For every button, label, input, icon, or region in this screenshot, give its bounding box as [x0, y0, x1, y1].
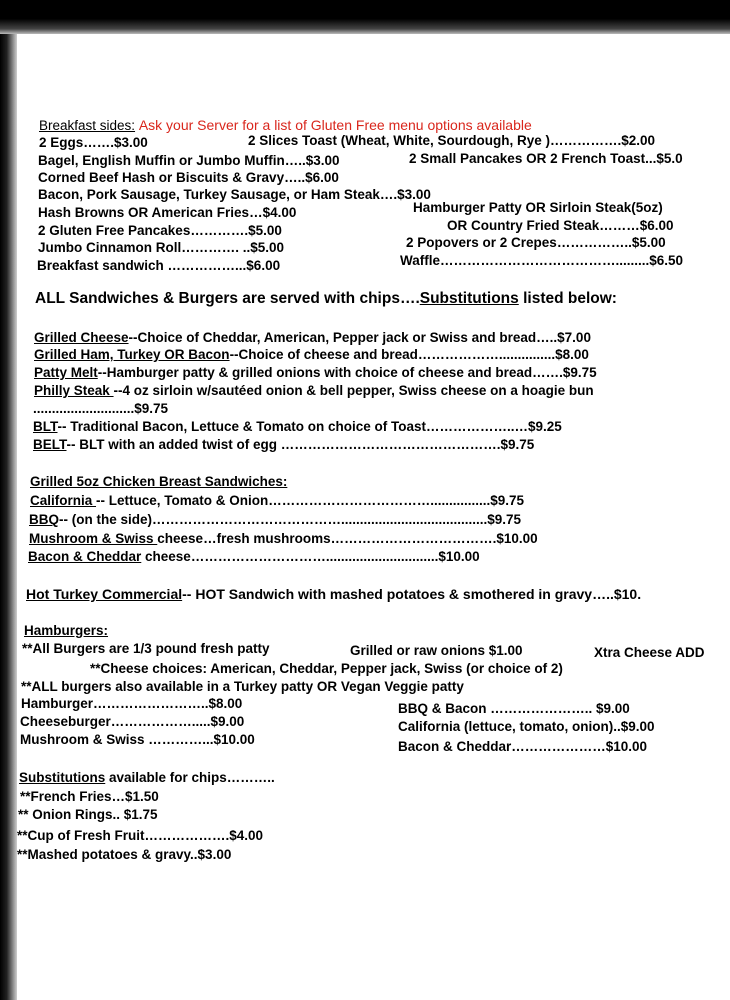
chicken-title: Grilled 5oz Chicken Breast Sandwiches:: [30, 474, 288, 489]
item-desc: -- BLT with an added twist of egg ………………………………………….$9.75: [66, 437, 535, 452]
item-desc: -- (on the side)…………………………………….......................................$9.75: [59, 512, 522, 527]
menu-line: **Mashed potatoes & gravy..$3.00: [17, 847, 232, 862]
hot-turkey-item: [26, 586, 641, 602]
menu-item: [29, 531, 538, 547]
item-name: Hot Turkey Commercial: [26, 586, 183, 602]
sandwiches-header-rest: listed below:: [518, 290, 617, 307]
substitutions-link-text: Substitutions: [419, 290, 519, 307]
menu-line: California (lettuce, tomato, onion)..$9.00: [398, 719, 655, 734]
burger-note: Grilled or raw onions $1.00: [350, 643, 523, 658]
menu-line: **French Fries…$1.50: [20, 789, 159, 804]
item-name: California: [30, 493, 97, 508]
item-name: BBQ: [29, 512, 59, 527]
item-name: Grilled Ham, Turkey OR Bacon: [34, 347, 230, 362]
menu-line: Waffle………………………………….........$6.50: [400, 253, 684, 268]
substitutions-title: [19, 770, 275, 786]
menu-line: Bacon, Pork Sausage, Turkey Sausage, or Ham Steak….$3.00: [38, 187, 431, 202]
menu-item: [33, 419, 562, 435]
item-name: Bacon & Cheddar: [28, 549, 142, 564]
menu-line: ** Onion Rings.. $1.75: [18, 807, 158, 822]
item-desc: --4 oz sirloin w/sautéed onion & bell pepper, Swiss cheese on a hoagie bun: [113, 383, 594, 398]
burger-note: Xtra Cheese ADD: [594, 645, 705, 660]
menu-line: Bacon & Cheddar…………………$10.00: [398, 739, 648, 754]
menu-line: 2 Gluten Free Pancakes………….$5.00: [38, 223, 282, 238]
substitutions-rest: available for chips………..: [105, 770, 275, 785]
menu-item: [33, 437, 534, 453]
item-name: Mushroom & Swiss: [29, 531, 158, 546]
item-desc: -- Traditional Bacon, Lettuce & Tomato on choice of Toast………………..…$9.25: [57, 419, 562, 434]
menu-page: [17, 34, 730, 1000]
menu-line: 2 Eggs…….$3.00: [39, 135, 148, 150]
item-name: Patty Melt: [34, 365, 98, 380]
item-desc: -- Lettuce, Tomato & Onion………………………………................$9.75: [96, 493, 525, 508]
menu-line: **Cup of Fresh Fruit……………….$4.00: [17, 828, 264, 843]
menu-line: Hash Browns OR American Fries…$4.00: [38, 205, 297, 220]
item-desc: --Choice of Cheddar, American, Pepper jack or Swiss and bread…..$7.00: [128, 330, 591, 345]
breakfast-title: Breakfast sides:: [39, 118, 136, 133]
menu-line: 2 Popovers or 2 Crepes……………..$5.00: [406, 235, 666, 250]
sandwiches-header-text: ALL Sandwiches & Burgers are served with chips….: [35, 290, 420, 307]
menu-item: [28, 549, 480, 565]
item-desc: ...........................$9.75: [33, 401, 169, 416]
menu-line: Jumbo Cinnamon Roll…………. ..$5.00: [38, 240, 285, 255]
menu-item: [30, 493, 524, 509]
item-name: Philly Steak: [34, 383, 114, 398]
scan-left-border: [0, 34, 17, 1000]
menu-item: [33, 401, 168, 417]
menu-line: 2 Slices Toast (Wheat, White, Sourdough, Rye )…………….$2.00: [248, 133, 656, 148]
item-name: BELT: [33, 437, 67, 452]
menu-line: Hamburger Patty OR Sirloin Steak(5oz): [413, 200, 663, 215]
item-desc: --Choice of cheese and bread………………...............$8.00: [229, 347, 589, 362]
item-name: Grilled Cheese: [34, 330, 129, 345]
menu-line: 2 Small Pancakes OR 2 French Toast...$5.0: [409, 151, 683, 166]
menu-line: Breakfast sandwich ……………...$6.00: [37, 258, 281, 273]
substitutions-label: Substitutions: [19, 770, 106, 785]
menu-line: Mushroom & Swiss …………...$10.00: [20, 732, 255, 747]
sandwiches-header: [35, 291, 617, 307]
menu-item: [34, 365, 597, 381]
menu-line: Bagel, English Muffin or Jumbo Muffin…..$3.00: [38, 153, 340, 168]
menu-line: Corned Beef Hash or Biscuits & Gravy…..$6.00: [38, 170, 339, 185]
menu-line: Cheeseburger……………….....$9.00: [20, 714, 245, 729]
item-desc: -- HOT Sandwich with mashed potatoes & smothered in gravy…..$10.: [182, 586, 642, 602]
scan-top-border: [0, 0, 730, 34]
menu-item: [34, 330, 591, 346]
burger-note: **All Burgers are 1/3 pound fresh patty: [22, 641, 270, 656]
item-desc: cheese…………………………..............................$10.00: [141, 549, 480, 564]
item-desc: cheese…fresh mushrooms……………………………….$10.00: [157, 531, 538, 546]
burger-note: **Cheese choices: American, Cheddar, Pepper jack, Swiss (or choice of 2): [90, 661, 563, 676]
burger-note: **ALL burgers also available in a Turkey patty OR Vegan Veggie patty: [21, 679, 464, 694]
menu-line: OR Country Fried Steak………$6.00: [447, 218, 674, 233]
item-name: BLT: [33, 419, 58, 434]
menu-item: [34, 383, 594, 399]
menu-line: Hamburger……………………..$8.00: [21, 696, 243, 711]
hamburgers-title: Hamburgers:: [24, 623, 109, 638]
breakfast-section: [39, 117, 532, 134]
gluten-free-note: Ask your Server for a list of Gluten Free menu options available: [138, 117, 532, 133]
menu-item: [29, 512, 521, 528]
item-desc: --Hamburger patty & grilled onions with choice of cheese and bread…….$9.75: [97, 365, 597, 380]
menu-line: BBQ & Bacon ………………….. $9.00: [398, 701, 630, 716]
menu-item: [34, 347, 589, 363]
